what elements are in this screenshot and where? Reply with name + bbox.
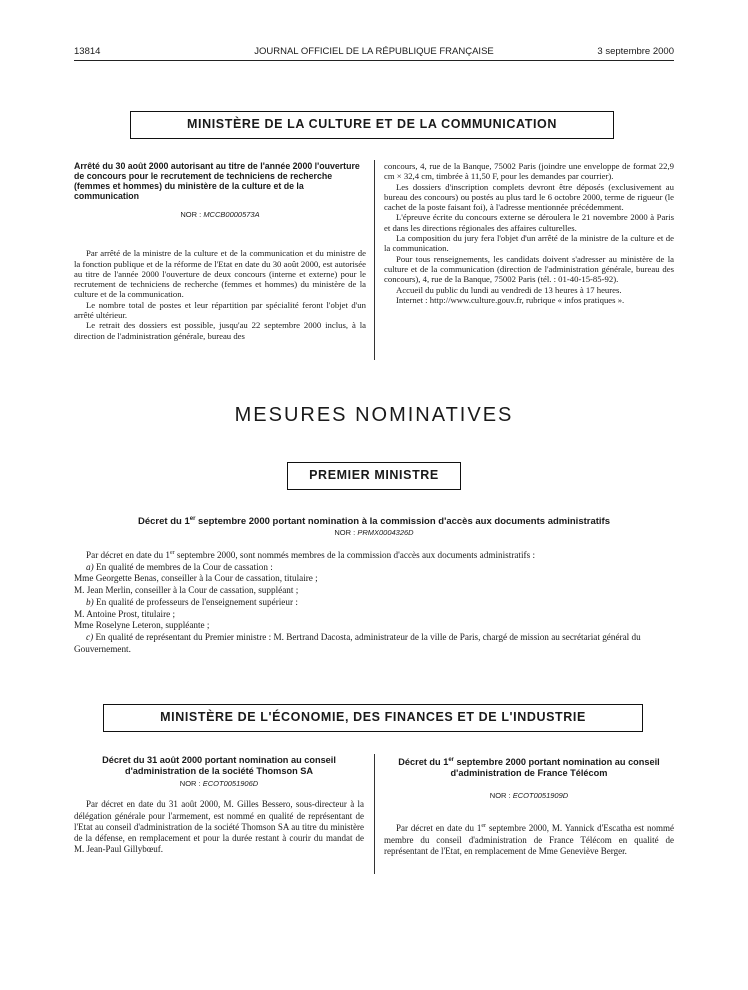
paragraph: Par arrêté de la ministre de la culture et de la communication et du ministre de la fonction publique et de la réforme de l'Etat en date du 30 août 2000, est autorisée au titre de l'année 2000 l'ouverture de deux concours (interne et externe) pour le recrutement de techniciens de recherche (femmes et hommes) du ministère de la culture et de la communication.	[74, 248, 366, 300]
premier-ministre-box	[287, 462, 461, 490]
paragraph: Accueil du public du lundi au vendredi de 13 heures à 17 heures.	[396, 284, 622, 295]
page-number: 13814	[74, 46, 101, 57]
france-telecom-nor-code: ECOT0051909D	[512, 791, 569, 801]
ministry-culture-title: MINISTÈRE DE LA CULTURE ET DE LA COMMUNICATION	[187, 117, 557, 131]
france-telecom-decret-title: Décret du 1er septembre 2000 portant nomination au conseil d'administration de France Télécom	[398, 757, 660, 778]
column-divider	[374, 754, 375, 874]
column-divider	[374, 160, 375, 360]
header-rule	[74, 60, 674, 61]
paragraph: Par décret en date du 31 août 2000, M. Gilles Bessero, sous-directeur à la délégation générale pour l'armement, est nommé en qualité de représentant de l'Etat au conseil d'administration de la société Thomson SA au titre du ministère de la défense, en remplacement et pour la durée restant à courir du mandat de M. Jean-Paul Gillybœuf.	[74, 799, 364, 855]
paragraph: La composition du jury fera l'objet d'un arrêté de la ministre de la culture et de la communication.	[384, 233, 674, 254]
ministry-economie-title: MINISTÈRE DE L'ÉCONOMIE, DES FINANCES ET DE L'INDUSTRIE	[160, 710, 586, 724]
thomson-decret-title: Décret du 31 août 2000 portant nomination au conseil d'administration de la société Thomson SA	[102, 755, 336, 776]
economie-right-column	[384, 755, 674, 857]
list-item: b) En qualité de professeurs de l'enseignement supérieur :	[86, 596, 298, 607]
decret-cada-title: Décret du 1er septembre 2000 portant nomination à la commission d'accès aux documents administratifs	[138, 516, 610, 528]
paragraph: Le nombre total de postes et leur répartition par spécialité feront l'objet d'un arrêté ultérieur.	[74, 299, 366, 321]
paragraph: Pour tous renseignements, les candidats doivent s'adresser au ministère de la culture et de la communication (direction de l'administration générale, bureau des concours), 4, rue de la Banque, 75002 Paris (tél. : 01-40-15-85-92).	[384, 253, 674, 285]
paragraph: Le retrait des dossiers est possible, jusqu'au 22 septembre 2000 inclus, à la direction de l'administration générale, bureau des	[74, 320, 366, 341]
arrete-nor-code: MCCB0000573A	[203, 210, 260, 219]
issue-date: 3 septembre 2000	[597, 46, 674, 57]
list-item: M. Antoine Prost, titulaire ;	[74, 608, 176, 619]
france-telecom-nor: NOR : ECOT0051909D	[489, 791, 569, 801]
decret-cada-nor-code: PRMX0004326D	[357, 528, 414, 537]
paragraph: L'épreuve écrite du concours externe se déroulera le 21 novembre 2000 à Paris et dans les directions régionales des affaires culturelles.	[384, 212, 674, 233]
paragraph: concours, 4, rue de la Banque, 75002 Paris (joindre une enveloppe de format 22,9 cm × 32,4 cm, timbrée à 11,50 F, pour les demandes par courrier).	[384, 161, 674, 182]
list-item: Mme Roselyne Leteron, suppléante ;	[74, 620, 210, 631]
ministry-culture-box	[130, 111, 614, 139]
arrete-title: Arrêté du 30 août 2000 autorisant au titre de l'année 2000 l'ouverture de concours pour le recrutement de techniciens de recherche (femmes et hommes) du ministère de la culture et de la communication	[74, 161, 360, 201]
paragraph: Internet : http://www.culture.gouv.fr, rubrique « infos pratiques ».	[396, 294, 625, 305]
thomson-nor: NOR : ECOT0051906D	[179, 779, 259, 789]
list-item: M. Jean Merlin, conseiller à la Cour de cassation, suppléant ;	[74, 585, 299, 596]
section-heading: MESURES NOMINATIVES	[234, 404, 514, 426]
decret-cada-nor: NOR : PRMX0004326D	[334, 528, 414, 537]
arrete-nor: NOR : MCCB0000573A	[180, 210, 260, 219]
thomson-nor-code: ECOT0051906D	[202, 779, 259, 789]
culture-left-column	[74, 161, 366, 341]
ministry-economie-box	[103, 704, 643, 732]
list-item: c) En qualité de représentant du Premier ministre : M. Bertrand Dacosta, administrateur de la ville de Paris, chargé de mission au secrétariat général du Gouvernement.	[74, 631, 641, 654]
premier-ministre-title: PREMIER MINISTRE	[309, 468, 439, 482]
running-header	[74, 44, 674, 60]
culture-right-column	[384, 161, 674, 305]
journal-title: JOURNAL OFFICIEL DE LA RÉPUBLIQUE FRANÇAISE	[254, 46, 494, 57]
decret-cada-body	[74, 548, 674, 655]
economie-left-column	[74, 755, 364, 855]
list-item: Mme Georgette Benas, conseiller à la Cour de cassation, titulaire ;	[74, 573, 318, 584]
paragraph: Par décret en date du 1er septembre 2000, M. Yannick d'Escatha est nommé membre du conseil d'administration de France Télécom en qualité de représentant de l'Etat, en remplacement de Mme Geneviève Berger.	[384, 823, 675, 856]
paragraph: Les dossiers d'inscription complets devront être déposés (exclusivement au bureau des concours) ou postés au plus tard le 6 octobre 2000, terme de rigueur (le cachet de la poste faisant foi), à l'adresse mentionnée précédemment.	[384, 181, 674, 213]
paragraph: Par décret en date du 1er septembre 2000, sont nommés membres de la commission d'accès aux documents administratifs :	[86, 550, 536, 561]
list-item: a) En qualité de membres de la Cour de cassation :	[86, 561, 273, 572]
